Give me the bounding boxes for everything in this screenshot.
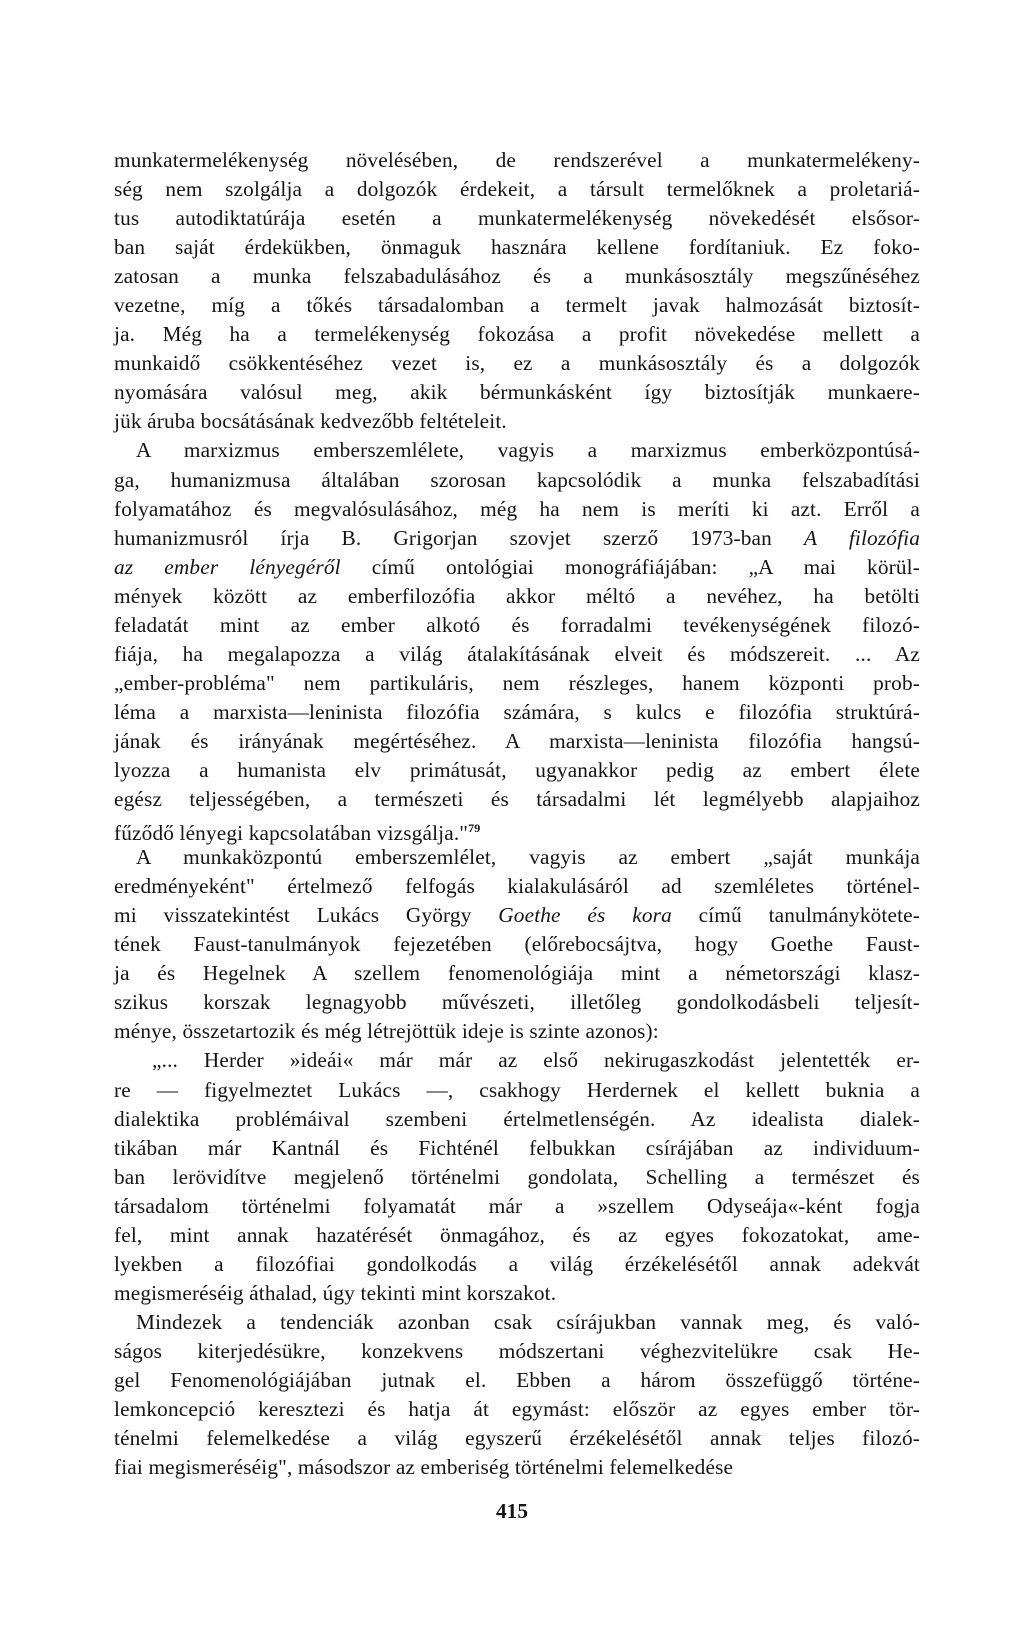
text-line: munkaidő csökkentéséhez vezet is, ez a munkásosztály és a dolgozók xyxy=(114,351,920,376)
text-line: az ember lényegéről című ontológiai monográfiájában: „A mai körül- xyxy=(114,554,920,579)
text-line: mények között az emberfilozófia akkor méltó a nevéhez, ha betölti xyxy=(114,583,920,608)
text-line: léma a marxista—leninista filozófia számára, s kulcs e filozófia struktúrá- xyxy=(114,699,920,724)
page-number: 415 xyxy=(496,1499,528,1523)
body-text xyxy=(114,146,920,1482)
text-line: feladatát mint az ember alkotó és forradalmi tevékenységének filozó- xyxy=(114,612,920,637)
text-line: folyamatához és megvalósulásához, még ha nem is meríti ki azt. Erről a xyxy=(114,496,920,521)
text-line: fel, mint annak hazatérését önmagához, és az egyes fokozatokat, ame- xyxy=(114,1222,920,1247)
text-line: tének Faust-tanulmányok fejezetében (előrebocsájtva, hogy Goethe Faust- xyxy=(114,932,920,957)
text-line: munkatermelékenység növelésében, de rendszerével a munkatermelékeny- xyxy=(114,148,920,172)
text-line: „... Herder »ideái« már már az első nekirugaszkodást jelentették er- xyxy=(152,1048,920,1073)
text-line: ságos kiterjedésükre, konzekvens módszertani véghezvitelükre csak He- xyxy=(114,1338,920,1363)
text-line: zatosan a munka felszabadulásához és a munkásosztály megszűnéséhez xyxy=(114,264,920,289)
text-line: tikában már Kantnál és Fichténél felbukkan csírájában az individuum- xyxy=(114,1135,920,1160)
text-line: eredményeként" értelmező felfogás kialakulásáról ad szemléletes történel- xyxy=(114,874,920,899)
text-line: fűződő lényegi kapcsolatában vizsgálja."$^{79}$ xyxy=(114,821,481,846)
text-line: A munkaközpontú emberszemlélet, vagyis az embert „saját munkája xyxy=(136,845,920,870)
text-line: szikus korszak legnagyobb művészeti, illetőleg gondolkodásbeli teljesít- xyxy=(114,990,920,1015)
text-line: Mindezek a tendenciák azonban csak csírájukban vannak meg, és való- xyxy=(136,1309,920,1334)
text-line: lyekben a filozófiai gondolkodás a világ érzékelésétől annak adekvát xyxy=(114,1251,920,1276)
text-line: lyozza a humanista elv primátusát, ugyanakkor pedig az embert élete xyxy=(114,757,920,782)
text-line: nyomására valósul meg, akik bérmunkásként így biztosítják munkaere- xyxy=(114,380,920,405)
text-line: fiai megismeréséig", másodszor az emberiség történelmi felemelkedése xyxy=(114,1455,734,1480)
text-line: ség nem szolgálja a dolgozók érdekeit, a társult termelőknek a proletariá- xyxy=(114,177,920,202)
text-line: tus autodiktatúrája esetén a munkatermelékenység növekedését elsősor- xyxy=(114,206,920,231)
text-line: ténelmi felemelkedése a világ egyszerű érzékelésétől annak teljes filozó- xyxy=(114,1426,920,1451)
text-line: humanizmusról írja B. Grigorjan szovjet szerző 1973-ban A filozófia xyxy=(114,525,921,550)
text-line: ja. Még ha a termelékenység fokozása a profit növekedése mellett a xyxy=(114,322,920,347)
text-line: egész teljességében, a természeti és társadalmi lét legmélyebb alapjaihoz xyxy=(114,787,920,812)
text-line: társadalom történelmi folyamatát már a »szellem Odyseája«-ként fogja xyxy=(114,1193,920,1218)
text-line: ménye, összetartozik és még létrejöttük ideje is szinte azonos): xyxy=(114,1019,659,1044)
text-line: „ember-probléma" nem partikuláris, nem részleges, hanem központi prob- xyxy=(114,670,920,695)
text-line: lemkoncepció keresztezi és hatja át egymást: először az egyes ember tör- xyxy=(114,1397,920,1422)
text-line: dialektika problémáival szembeni értelmetlenségén. Az idealista dialek- xyxy=(114,1106,920,1131)
text-line: fiája, ha megalapozza a világ átalakításának elveit és módszereit. ... Az xyxy=(114,641,920,666)
text-line: jük áruba bocsátásának kedvezőbb feltételeit. xyxy=(114,409,507,434)
text-line: vezetne, míg a tőkés társadalomban a termelt javak halmozását biztosít- xyxy=(114,293,920,318)
text-line: gel Fenomenológiájában jutnak el. Ebben a három összefüggő történe- xyxy=(114,1367,920,1392)
text-line: ga, humanizmusa általában szorosan kapcsolódik a munka felszabadítási xyxy=(114,467,920,492)
text-line: megismeréséig áthalad, úgy tekinti mint korszakot. xyxy=(114,1280,557,1305)
text-line: ban saját érdekükben, önmaguk hasznára kellene fordítaniuk. Ez foko- xyxy=(114,235,920,260)
text-line: ban lerövidítve megjelenő történelmi gondolata, Schelling a természet és xyxy=(114,1164,920,1189)
text-line: re — figyelmeztet Lukács —, csakhogy Herdernek el kellett buknia a xyxy=(114,1077,920,1102)
text-line: A marxizmus emberszemlélete, vagyis a marxizmus emberközpontúsá- xyxy=(136,438,920,463)
text-line: jának és irányának megértéséhez. A marxista—leninista filozófia hangsú- xyxy=(114,728,920,753)
text-line: mi visszatekintést Lukács György Goethe és kora című tanulmánykötete- xyxy=(114,903,921,928)
text-line: ja és Hegelnek A szellem fenomenológiája mint a németországi klasz- xyxy=(114,961,920,986)
